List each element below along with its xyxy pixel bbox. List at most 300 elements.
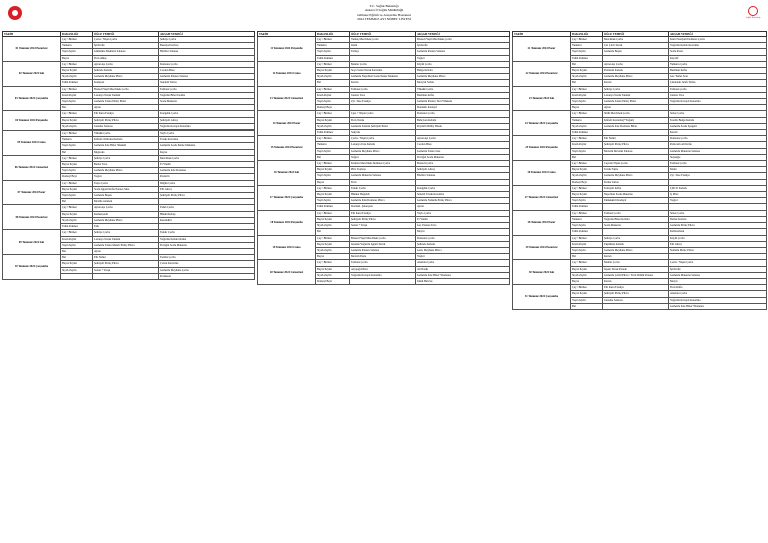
dinner-cell: Gemelde Patates Salatası — [159, 74, 255, 80]
date-cell: 17 Temmuz 2024 Çarşamba — [258, 185, 316, 210]
breakfast-cell: Yeşil Zeytin — [571, 148, 603, 154]
breakfast-cell: Bal — [316, 229, 350, 235]
lunch-cell: Ispanak Yoğurtlu Işgani Tavuk — [350, 241, 416, 247]
breakfast-cell: Yeşil Zeytin — [316, 99, 350, 105]
breakfast-cell: Bal — [61, 199, 93, 205]
breakfast-cell: Beyaz Peynir — [571, 192, 603, 198]
lunch-cell: Şehriye Çorba — [93, 230, 159, 236]
dinner-cell: Gemelde Meyhane Pilavı — [416, 74, 510, 80]
dinner-cell: Gemelde Soslu Spagetti — [669, 123, 767, 129]
dinner-cell: Zyt. Taze Fasulye — [669, 173, 767, 179]
dinner-cell: Anadolu Çorba — [669, 291, 767, 297]
breakfast-cell: Yumurta — [316, 142, 350, 148]
dinner-cell: Yoğurtlu Kavaplı Kızartma — [669, 297, 767, 303]
header-line: T.C. Sağlık Bakanlığı — [369, 4, 399, 8]
dinner-cell: Pastırıllı — [159, 174, 255, 180]
lunch-cell: Kompost — [93, 80, 159, 86]
dinner-cell: Anadolu Çorba — [416, 260, 510, 266]
breakfast-cell: Beyaz Peynir — [571, 291, 603, 297]
lunch-cell: Şehriye Çorba — [603, 235, 669, 241]
lunch-cell: Şehriyeli Pirinç Pilavı — [93, 117, 159, 123]
breakfast-cell: Tahin Pekmez — [571, 229, 603, 235]
lunch-cell: Napolitan Soslu Makarna — [603, 192, 669, 198]
breakfast-cell: Çay / Bitmez — [316, 260, 350, 266]
breakfast-cell: Tahin Pekmez — [571, 55, 603, 61]
column-header: TARİH — [513, 32, 571, 37]
breakfast-cell: Çay / Bitmez — [61, 131, 93, 137]
dinner-cell: Meyve — [669, 278, 767, 284]
date-cell: 20 Temmuz 2024 Cumartesi — [258, 260, 316, 285]
dinner-cell: Bulgu Kebabı — [416, 68, 510, 74]
column-header: BAKANLIĞI — [571, 32, 603, 37]
dinner-cell: Kazandibi — [159, 217, 255, 223]
breakfast-cell: Siyah Zeytin — [316, 223, 350, 229]
date-cell: 16 Temmuz 2024 Salı — [258, 161, 316, 186]
breakfast-cell — [61, 273, 93, 279]
breakfast-cell: Yeşil Zeytin — [571, 223, 603, 229]
breakfast-cell: Yeşil Zeytin — [316, 49, 350, 55]
lunch-cell: Gemelde Beşan — [603, 49, 669, 55]
dinner-cell: Cordon Bleu — [159, 68, 255, 74]
header-line: Ankara İl Sağlık Müdürlüğü — [364, 8, 404, 13]
dinner-cell: Yumurta Çorba — [669, 61, 767, 67]
date-cell: 22 Temmuz 2024 Pazartesi — [513, 61, 571, 86]
lunch-cell: Şehriyeli Pirinç Pilavı — [350, 216, 416, 222]
breakfast-cell: Yeşil Zeytin — [571, 247, 603, 253]
breakfast-cell: Çay / Bitmez — [316, 136, 350, 142]
breakfast-cell: Siyah Zeytin — [316, 74, 350, 80]
date-cell: 18 Temmuz 2024 Perşembe — [258, 210, 316, 235]
dinner-cell: Şehriye Çorba — [159, 37, 255, 43]
dinner-cell: Şehriyeli Güveç — [416, 167, 510, 173]
breakfast-cell: Domaçl Beyi — [571, 179, 603, 185]
lunch-cell: Şehriyeli Pirinç Pilavı — [603, 291, 669, 297]
dinner-cell: Tarhana Çorba — [159, 86, 255, 92]
breakfast-cell: Beyaz Peynir — [61, 162, 93, 168]
column-header: BAKANLIĞI — [316, 32, 350, 37]
date-cell: 24 Temmuz 2024 Çarşamba — [513, 111, 571, 136]
breakfast-cell: Yeşil Zeytin — [61, 49, 93, 55]
dinner-cell: Bezelyeli Güveç — [159, 43, 255, 49]
date-cell: 23 Temmuz 2024 Salı — [513, 86, 571, 111]
breakfast-cell: Siyah Zeytin — [61, 74, 93, 80]
lunch-cell: Mıgıroka — [93, 149, 159, 155]
breakfast-cell: Siyah Zeytin — [61, 267, 93, 273]
date-cell: 01 Temmuz 2024 Pazartesi — [3, 37, 61, 62]
lunch-cell: Hünkar Beğendi — [350, 192, 416, 198]
lunch-cell: Lazanya Tavuk Tantuni — [93, 236, 159, 242]
lunch-cell: Gemelde Meyhane Pilavı — [93, 168, 159, 174]
breakfast-cell: Beyaz — [571, 278, 603, 284]
breakfast-cell: Yeşil Zeytin — [571, 297, 603, 303]
dinner-cell: Ayran Aşı Çorba — [416, 136, 510, 142]
dinner-cell: Yoğurt — [669, 198, 767, 204]
dinner-cell: Yoğurt — [416, 55, 510, 61]
breakfast-cell: Siyah Zeytin — [571, 173, 603, 179]
lunch-cell: Lazanya Tavuk Tantuni — [603, 92, 669, 98]
dinner-cell: Tuttma Çorba — [159, 255, 255, 261]
breakfast-cell: Siyah Zeytin — [316, 272, 350, 278]
breakfast-cell: Bal — [571, 303, 603, 309]
breakfast-cell: Yeşil Zeytin — [61, 143, 93, 149]
lunch-cell: Ayran — [93, 248, 159, 254]
lunch-cell: Ekmekkirli Kadayıf — [603, 198, 669, 204]
lunch-cell: Tarhana Çorba — [603, 210, 669, 216]
lunch-cell: Kavun — [603, 80, 669, 86]
date-cell: 04 Temmuz 2024 Perşembe — [3, 111, 61, 131]
lunch-cell: Brokoli Yeşil Mercimek Çorba — [93, 86, 159, 92]
dinner-cell: Sebze Çorba — [669, 210, 767, 216]
breakfast-cell: Yumurta — [316, 43, 350, 49]
date-cell: 30 Temmuz 2024 Salı — [513, 260, 571, 285]
dinner-cell: Gemelde Köz Biber+Domates — [416, 272, 510, 278]
breakfast-cell: Siyah Zeytin — [571, 74, 603, 80]
breakfast-cell: Yeşil Zeytin — [61, 168, 93, 174]
dinner-cell: Gar. Yeilas Sote — [669, 74, 767, 80]
dinner-cell: Brokoli Yeşil Mercimek Çorba — [416, 37, 510, 43]
breakfast-cell: Beyaz Peynir — [61, 211, 93, 217]
lunch-cell: Islam — [350, 43, 416, 49]
lunch-cell: Mevsim Mevsim Salatası — [603, 148, 669, 154]
dinner-cell: Etli Güveç — [159, 186, 255, 192]
lunch-cell: Ayran — [93, 105, 159, 111]
column-header: ÖĞLE YEMEĞİ — [603, 32, 669, 37]
breakfast-cell: Bal — [61, 255, 93, 261]
lunch-cell: Erik — [93, 224, 159, 230]
dinner-cell: İç Pilav — [669, 192, 767, 198]
date-cell: 08 Temmuz 2024 Pazartesi — [3, 205, 61, 230]
lunch-cell: Gemelde Makarna Salatası — [350, 173, 416, 179]
breakfast-cell: Çay / Bitmez — [571, 260, 603, 266]
dinner-cell: Sebzeli Tavuk Kavurma — [416, 192, 510, 198]
lunch-cell: Gemelde Meyhane Pilavı — [93, 74, 159, 80]
lunch-cell: Sakyalu — [350, 130, 416, 136]
lunch-cell: Tarpa Çorba — [93, 180, 159, 186]
lunch-cell: Gemelde Salata Mısırlı Pirinç Pilavı — [93, 242, 159, 248]
dinner-cell: Kalburabastı — [669, 229, 767, 235]
document-header — [0, 4, 768, 22]
dinner-cell: Yoğurtlu Kebab Kızartma — [669, 43, 767, 49]
lunch-cell: Çıpa + Nişan Çorba — [350, 111, 416, 117]
breakfast-cell: Bal — [316, 154, 350, 160]
breakfast-cell: Beyaz Peynir — [316, 216, 350, 222]
breakfast-cell: Bal — [571, 254, 603, 260]
dinner-cell: Şehzade Kebabı — [416, 241, 510, 247]
dinner-cell: Nohutlu Pirinç Pilavı — [669, 247, 767, 253]
lunch-cell — [93, 273, 159, 279]
lunch-cell: Çorba / Nişan Çorba — [350, 136, 416, 142]
dinner-cell: Yayla Çorba — [416, 210, 510, 216]
dinner-cell: Tandır Çorba — [159, 230, 255, 236]
dinner-cell: Yoğurtlu Kavaplı Kızartma — [159, 123, 255, 129]
breakfast-cell: Çay / Bitmez — [316, 111, 350, 117]
dinner-cell: Ezhel Çorba — [159, 205, 255, 211]
dinner-cell: Beziman Köfte — [416, 92, 510, 98]
dinner-cell: Etli Güveç — [669, 241, 767, 247]
lunch-cell: Gemelde Meyhane Pilavı — [603, 173, 669, 179]
date-cell: 03 Temmuz 2024 Çarşamba — [3, 86, 61, 111]
breakfast-cell: Çay / Bitmez — [316, 210, 350, 216]
lunch-cell: Şehriyeli Pirinç Pilavı — [93, 261, 159, 267]
dinner-cell: Köylü Çorba — [669, 235, 767, 241]
dinner-cell: Domates Çorba — [669, 136, 767, 142]
lunch-cell: Kavun — [603, 254, 669, 260]
lunch-cell: Ekşilimaz Kebabı — [603, 241, 669, 247]
breakfast-cell: Yumurta — [571, 43, 603, 49]
breakfast-cell: Bal — [316, 80, 350, 86]
lunch-cell: Tulisşi — [350, 49, 416, 55]
breakfast-cell: Beyaz Peynir — [316, 167, 350, 173]
dinner-cell: Et Yüzdü — [416, 216, 510, 222]
breakfast-cell: Çay / Bitmez — [571, 37, 603, 43]
breakfast-cell: Beyaz Peynir — [316, 241, 350, 247]
breakfast-cell: Yeşil Zeytin — [316, 148, 350, 154]
lunch-cell: Alçıpağı Pilavı — [350, 266, 416, 272]
dinner-cell: Sandedi Tatlısı — [159, 80, 255, 86]
breakfast-cell: Beyaz Peynir — [571, 266, 603, 272]
dinner-cell: Dondurlı Kadayıf — [416, 105, 510, 111]
dinner-cell: Sebze Çorba — [669, 111, 767, 117]
dinner-cell: Gemelde Meyhane Çorba — [159, 267, 255, 273]
dinner-cell: Mantı — [669, 167, 767, 173]
lunch-cell: İspanı Tavuk Perede — [603, 266, 669, 272]
date-cell: 29 Temmuz 2024 Pazartesi — [513, 235, 571, 260]
date-cell: 26 Temmuz 2024 Cuma — [513, 161, 571, 186]
breakfast-cell: Krem Peynir — [571, 92, 603, 98]
breakfast-cell: Bal — [571, 154, 603, 160]
lunch-cell: Jantama Salatası — [603, 297, 669, 303]
breakfast-cell: Yumurta — [571, 117, 603, 123]
breakfast-cell: Yeşil Zeytin — [316, 173, 350, 179]
lunch-cell: Yoğurt — [93, 174, 159, 180]
breakfast-cell: Yeşil Zeytin — [571, 49, 603, 55]
breakfast-cell: Beyaz — [61, 55, 93, 61]
breakfast-cell: Beyaz — [571, 105, 603, 111]
lunch-cell: Lazanya Tavuk Tantuni — [93, 92, 159, 98]
dinner-cell: Fırılığın Soslu Makarna — [416, 154, 510, 160]
column-header: ÖĞLE YEMEĞİ — [93, 32, 159, 37]
menu-table — [2, 31, 255, 280]
breakfast-cell: Çay / Bitmez — [61, 86, 93, 92]
lunch-cell: Yoğurtlu Biber Kebabı — [603, 216, 669, 222]
column-header: TARİH — [258, 32, 316, 37]
dinner-cell: Gemelde Makarna Salatası — [669, 272, 767, 278]
breakfast-cell: Beyaz Peynir — [61, 117, 93, 123]
date-cell: 19 Temmuz 2024 Cuma — [258, 235, 316, 260]
dinner-cell: Domates Çorba — [159, 61, 255, 67]
breakfast-cell: Çay / Bitmez — [571, 235, 603, 241]
dinner-cell: Portkenal — [159, 273, 255, 279]
breakfast-cell: Tahin Pekmez — [316, 55, 350, 61]
breakfast-cell: Yumurta — [61, 137, 93, 143]
lunch-cell: Tandır Çorba — [350, 185, 416, 191]
lunch-cell: Gemelde Salata Pirinç Pilavı — [93, 99, 159, 105]
dinner-cell: Kongelik Çorba — [416, 185, 510, 191]
breakfast-cell: Beyaz Peynir — [61, 186, 93, 192]
dinner-cell: Kavun — [669, 130, 767, 136]
lunch-cell: Şehriye Çorba — [93, 155, 159, 161]
dinner-cell: Domates Çorba — [416, 235, 510, 241]
breakfast-cell: Siyah Zeytin — [571, 272, 603, 278]
date-cell: 10 Temmuz 2024 Çarşamba — [3, 255, 61, 280]
lunch-cell: Etli Kuru Fasulye — [93, 111, 159, 117]
breakfast-cell: Tahin Pekmez — [61, 80, 93, 86]
dinner-cell: Gemelde Patates Salatası — [416, 49, 510, 55]
dinner-cell: Meyve — [416, 229, 510, 235]
dinner-cell: Yoğurt — [416, 254, 510, 260]
breakfast-cell: Beyaz Peynir — [316, 117, 350, 123]
lunch-cell: Kavun — [350, 80, 416, 86]
dinner-cell: Gemelde Pirinç Pilavı — [669, 223, 767, 229]
lunch-cell: Gemelde Kön Domates Pilavı — [350, 198, 416, 204]
dinner-cell: Gam. Meyhane Pilavı — [416, 247, 510, 253]
breakfast-cell: Bal — [61, 149, 93, 155]
lunch-cell: Fırın — [350, 179, 416, 185]
breakfast-cell: Çay / Bitmez — [571, 86, 603, 92]
lunch-cell: Gemelde Köz Biber Sheikah — [93, 143, 159, 149]
date-cell: 28 Temmuz 2024 Pazar — [513, 210, 571, 235]
dinner-cell: Peynirli Milföy Börek — [416, 123, 510, 129]
breakfast-cell: Bal — [571, 61, 603, 67]
lunch-cell: Mantar Çorba — [603, 260, 669, 266]
dinner-cell: Çorba / Nişan Çorba — [669, 260, 767, 266]
breakfast-cell: Çay / Bitmez — [571, 210, 603, 216]
lunch-cell: Pazlasım Kebabı — [603, 68, 669, 74]
dinner-cell: Ayran — [416, 204, 510, 210]
date-cell: 12 Temmuz 2024 Cuma — [258, 61, 316, 86]
lunch-cell: Kavun — [603, 278, 669, 284]
lunch-cell: Salata + Turşu — [93, 267, 159, 273]
breakfast-cell: Yeşil Zeytin — [61, 242, 93, 248]
breakfast-cell: Çay / Bitmez — [61, 205, 93, 211]
lunch-cell: Jantara Tava — [350, 92, 416, 98]
menu-section — [512, 31, 766, 310]
dinner-cell: Yoğurtlu Biber Dolma — [159, 92, 255, 98]
column-header: TARİH — [3, 32, 61, 37]
lunch-cell: Terbiyeli Köfte — [603, 185, 669, 191]
lunch-cell: Ayran Aşı Çorba — [603, 61, 669, 67]
lunch-cell: Çorba / Nişan Çorba — [93, 37, 159, 43]
dinner-cell: Cordon Bleu — [416, 142, 510, 148]
lunch-cell: Pilic Topbaşı — [350, 167, 416, 173]
date-cell: 02 Temmuz 2024 Salı — [3, 61, 61, 86]
breakfast-cell: Siyah Zeytin — [61, 123, 93, 129]
lunch-cell: Gemelde Salata Pirinç Pilavı — [603, 99, 669, 105]
lunch-cell: Dondurl. Şekerpare — [350, 204, 416, 210]
dinner-cell: Gemelde Patates Tava+Makarn — [416, 99, 510, 105]
lunch-cell: Yumuş Mercimek Çorba — [350, 37, 416, 43]
column-header: AKŞAM YEMEĞİ — [416, 32, 510, 37]
breakfast-cell: Çay / Bitmez — [571, 185, 603, 191]
lunch-cell: Beltez Tava — [93, 162, 159, 168]
dinner-cell: Yoğurtlu Kabak Dolma — [159, 236, 255, 242]
lunch-cell: Soslu Makarna — [603, 223, 669, 229]
breakfast-cell: Yeşil Zeytin — [571, 198, 603, 204]
dinner-cell: Ali Nazik — [416, 266, 510, 272]
column-header: BAKANLIĞI — [61, 32, 93, 37]
dinner-cell: Köylü Çorba — [416, 61, 510, 67]
lunch-cell: Tarhana Çorba — [350, 86, 416, 92]
breakfast-cell: Beyaz — [316, 254, 350, 260]
lunch-cell: Mevlüs Aslanan — [93, 199, 159, 205]
breakfast-cell: Bal — [61, 248, 93, 254]
lunch-cell: Etli Kuru Fasulye — [603, 285, 669, 291]
logo-caption: Sağlık Bakanlığı — [745, 17, 761, 19]
date-cell: 11 Temmuz 2024 Perşembe — [258, 37, 316, 62]
header-line: 2024 TEMMUZ AYI NÖBET LİSTESİ — [357, 17, 411, 22]
dinner-cell: Beziman Köfte — [669, 68, 767, 74]
breakfast-cell: Çay / Bitmez — [571, 285, 603, 291]
dinner-cell: Irmik Helvası — [416, 278, 510, 284]
dinner-cell: Çoban Kavurma — [159, 261, 255, 267]
lunch-cell: Gemelde Köz Domates Biber — [603, 123, 669, 129]
lunch-cell: Gemelde Meyhane Pilavı — [93, 217, 159, 223]
breakfast-cell: Tahin Pekmez — [316, 204, 350, 210]
dinner-cell: Yayla Çorba — [159, 131, 255, 137]
breakfast-cell: Beyaz Peynir — [316, 68, 350, 74]
dinner-cell: Supangle — [669, 154, 767, 160]
dinner-cell: Yüksük Çorba — [416, 86, 510, 92]
breakfast-cell: Çay / Bitmez — [316, 86, 350, 92]
breakfast-cell: Yumurta — [571, 216, 603, 222]
dinner-cell: Kayısı — [159, 149, 255, 155]
breakfast-cell: Çay / Bitmez — [61, 180, 93, 186]
dinner-cell: Gemelde Makarna Salatası — [669, 148, 767, 154]
breakfast-cell: Beyaz Peynir — [61, 68, 93, 74]
dinner-cell: İşli Köfte — [416, 43, 510, 49]
lunch-cell: Fırın Ahlaş — [93, 55, 159, 61]
breakfast-cell: Beyaz Peynir — [316, 192, 350, 198]
lunch-cell: İşli Köfte — [93, 43, 159, 49]
dinner-cell: Kongelik Çorba — [159, 111, 255, 117]
breakfast-cell: Çay / Bitmez — [61, 61, 93, 67]
dinner-cell: Gemelde Salata Sote — [416, 148, 510, 154]
dinner-cell: Soslu Pasta — [669, 49, 767, 55]
lunch-cell: Brokoli Yeşil Mercimek Çorba — [350, 235, 416, 241]
dinner-cell: Çilli Et Kebabı — [669, 185, 767, 191]
date-cell: 31 Temmuz 2024 Çarşamba — [513, 285, 571, 310]
breakfast-cell: Çay / Bitmez — [61, 37, 93, 43]
lunch-cell: Jantama Salatası — [93, 123, 159, 129]
dinner-cell: Jantara Tava — [669, 92, 767, 98]
lunch-cell: Gümrükte Makarna Salatası — [93, 49, 159, 55]
lunch-cell: Köfteli Cilbirdesi Kebabı — [93, 137, 159, 143]
dinner-cell: Fırılığın Soslu Makarna — [159, 242, 255, 248]
dinner-cell: Soslu Makarna — [159, 99, 255, 105]
column-header: AKŞAM YEMEĞİ — [159, 32, 255, 37]
dinner-cell: Düğün Çorba — [159, 180, 255, 186]
date-cell: 06 Temmuz 2024 Cumartesi — [3, 155, 61, 180]
breakfast-cell: Beyaz Peynir — [571, 167, 603, 173]
dinner-cell: İşli Köfte — [669, 266, 767, 272]
lunch-cell: Gemelde Patates Salatası — [350, 247, 416, 253]
lunch-cell — [603, 303, 669, 309]
breakfast-cell: Çay / Bitmez — [571, 161, 603, 167]
dinner-cell: Tarhana Çorba — [669, 161, 767, 167]
lunch-cell: Gemelde Salatalı Şehriyeli Pilavı — [350, 123, 416, 129]
breakfast-cell: Siyah Zeytin — [571, 123, 603, 129]
dinner-cell: Tarhana Çorba — [669, 86, 767, 92]
dinner-cell: Çıkolatalı Jetafı Tatlısı — [669, 80, 767, 86]
breakfast-cell: Çay / Bitmez — [316, 161, 350, 167]
lunch-cell: Etli Nohut — [603, 136, 669, 142]
breakfast-cell: Bal — [571, 80, 603, 86]
column-header: ÖĞLE YEMEĞİ — [350, 32, 416, 37]
breakfast-cell: Çay / Bitmez — [61, 155, 93, 161]
lunch-cell: Kemençeedi — [93, 211, 159, 217]
breakfast-cell: Bal — [61, 105, 93, 111]
dinner-cell: Mercimek Çorba — [159, 155, 255, 161]
